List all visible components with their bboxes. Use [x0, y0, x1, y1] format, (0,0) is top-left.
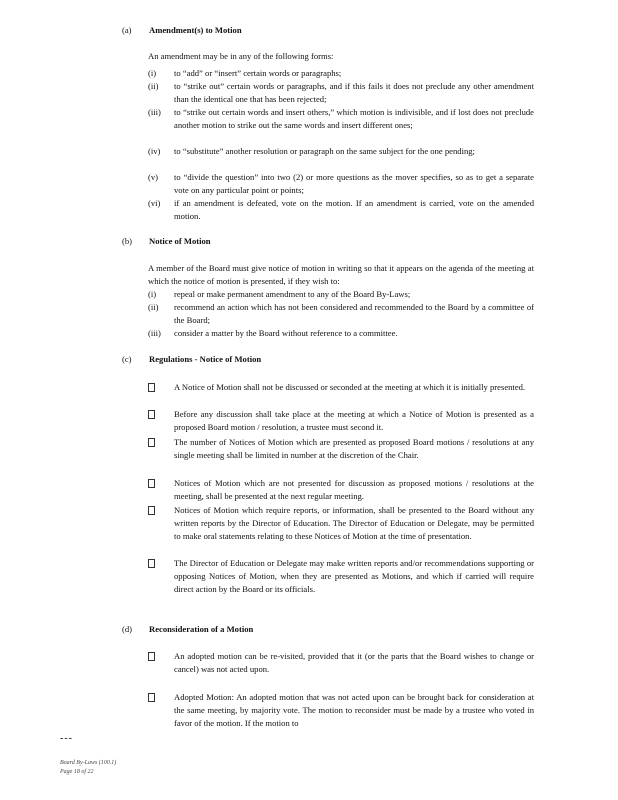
section-b-label: (b): [122, 236, 133, 246]
bullet-item: [148, 408, 534, 434]
item-text: repeal or make permanent amendment to any of the Board By-Laws;: [174, 289, 411, 299]
item-text: recommend an action which has not been considered and recommended to the Board by a committee of the Board;: [174, 302, 534, 325]
item-number: (iv): [148, 146, 161, 156]
bullet-box-icon: [148, 506, 155, 515]
section-d-title: Reconsideration of a Motion: [149, 624, 254, 634]
bullet-box-icon: [148, 693, 155, 702]
item-number: (ii): [148, 302, 159, 312]
item-number: (vi): [148, 198, 161, 208]
section-a-label: (a): [122, 25, 132, 35]
item-number: (iii): [148, 328, 161, 338]
bullet-box-icon: [148, 383, 155, 392]
section-b-intro: A member of the Board must give notice of motion in writing so that it appears on the agenda of the meeting at which the notice of motion is presented, if they wish to:: [148, 263, 534, 286]
list-item: [148, 80, 534, 106]
section-c-heading: [122, 354, 261, 364]
bullet-box-icon: [148, 479, 155, 488]
list-item: [148, 145, 534, 158]
bullet-box-icon: [148, 652, 155, 661]
item-text: to “substitute” another resolution or paragraph on the same subject for the one pending;: [174, 146, 475, 156]
bullet-text: Notices of Motion which require reports, or information, shall be presented to the Board without any written reports by the Director of Education. The Director of Education or Delegate, may be permitted to make oral statements relating to these Notices of Motion at the time of presentation.: [174, 505, 534, 541]
item-text: to “add” or “insert” certain words or paragraphs;: [174, 68, 342, 78]
section-c-title: Regulations - Notice of Motion: [149, 354, 262, 364]
section-d-heading: [122, 624, 253, 634]
section-a-intro: An amendment may be in any of the following forms:: [148, 51, 334, 61]
bullet-text: Notices of Motion which are not presented for discussion as proposed motions / resolutions at the meeting, shall be presented at the next regular meeting.: [174, 478, 534, 501]
bullet-item: [148, 650, 534, 676]
bullet-text: The Director of Education or Delegate may make written reports and/or recommendations supporting or opposing Notices of Motion, when they are presented as Motions, and which if carried will require direct action by the Board or its officials.: [174, 558, 534, 594]
item-number: (i): [148, 68, 157, 78]
bullet-item: [148, 557, 534, 596]
list-item: [148, 327, 534, 340]
bullet-box-icon: [148, 438, 155, 447]
list-item: [148, 197, 534, 223]
list-item: [148, 67, 534, 80]
list-item: [148, 301, 534, 327]
section-d-label: (d): [122, 624, 133, 634]
list-item: [148, 171, 534, 197]
bullet-text: Adopted Motion: An adopted motion that was not acted upon can be brought back for consideration at the same meeting, by majority vote. The motion to reconsider must be made by a trustee who voted in favor of the motion. If the motion to: [174, 692, 534, 728]
bullet-text: An adopted motion can be re-visited, provided that it (or the parts that the Board wishes to change or cancel) was not acted upon.: [174, 651, 534, 674]
list-item: [148, 288, 534, 301]
bullet-item: [148, 504, 534, 543]
item-text: consider a matter by the Board without reference to a committee.: [174, 328, 398, 338]
list-item: [148, 106, 534, 132]
bullet-text: A Notice of Motion shall not be discussed or seconded at the meeting at which it is initially presented.: [174, 382, 526, 392]
bullet-item: [148, 691, 534, 730]
bullet-item: [148, 436, 534, 462]
item-text: to “divide the question” into two (2) or more questions as the mover specifies, so as to get a separate vote on any particular point or points;: [174, 172, 534, 195]
footer-line-1: Board By-Laws (100.1): [60, 760, 117, 766]
item-number: (iii): [148, 107, 161, 117]
footer-line-2: Page 18 of 22: [60, 769, 94, 775]
item-text: if an amendment is defeated, vote on the motion. If an amendment is carried, vote on the amended motion.: [174, 198, 534, 221]
section-a-heading: [122, 25, 242, 35]
footnote-separator: ---: [60, 733, 73, 744]
bullet-item: [148, 477, 534, 503]
bullet-text: Before any discussion shall take place at the meeting at which a Notice of Motion is presented as a proposed Board motion / resolution, a trustee must second it.: [174, 409, 534, 432]
section-b-title: Notice of Motion: [149, 236, 211, 246]
bullet-text: The number of Notices of Motion which are presented as proposed Board motions / resolutions at any single meeting shall be limited in number at the discretion of the Chair.: [174, 437, 534, 460]
bullet-item: [148, 381, 534, 394]
section-a-title: Amendment(s) to Motion: [149, 25, 242, 35]
item-text: to “strike out” certain words or paragraphs, and if this fails it does not preclude any other amendment than the identical one that has been rejected;: [174, 81, 534, 104]
bullet-box-icon: [148, 410, 155, 419]
bullet-box-icon: [148, 559, 155, 568]
item-text: to “strike out certain words and insert others,” which motion is indivisible, and if lost does not preclude another motion to strike out the same words and insert different ones;: [174, 107, 534, 130]
section-b-heading: [122, 236, 211, 246]
item-number: (i): [148, 289, 157, 299]
section-c-label: (c): [122, 354, 132, 364]
item-number: (ii): [148, 81, 159, 91]
item-number: (v): [148, 172, 159, 182]
